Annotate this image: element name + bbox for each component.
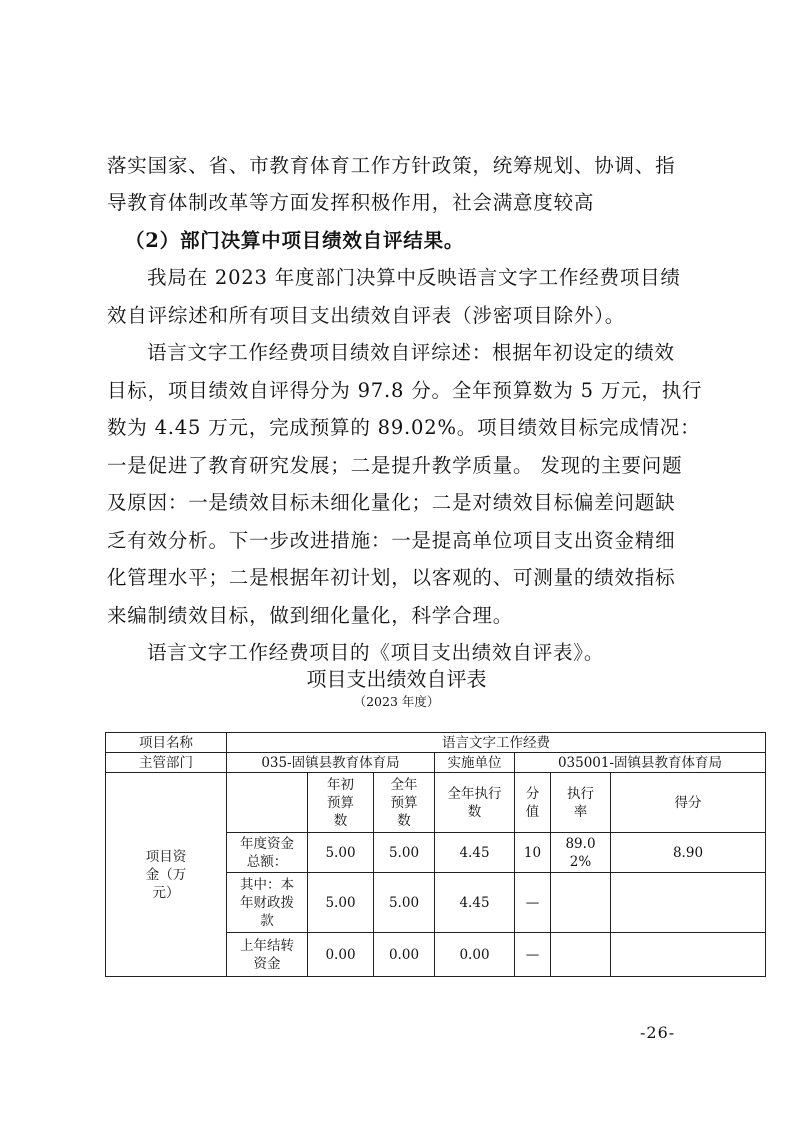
row-label bbox=[227, 873, 308, 933]
header-rate bbox=[551, 773, 611, 833]
cell-executed: 4.45 bbox=[435, 873, 515, 933]
paragraph-line: 化管理水平；二是根据年初计划，以客观的、可测量的绩效指标 bbox=[107, 566, 676, 589]
cell-rate bbox=[551, 833, 611, 873]
dept-value: 035-固镇县教育体育局 bbox=[227, 753, 435, 773]
cell-budget-initial: 5.00 bbox=[308, 873, 374, 933]
table-title: 项目支出绩效自评表 bbox=[306, 667, 487, 691]
cell-rate bbox=[551, 933, 611, 977]
project-name-label: 项目名称 bbox=[106, 733, 227, 753]
row-label-text: 上年结转资金 bbox=[240, 937, 294, 972]
header-budget-initial-text: 年初预算数 bbox=[326, 776, 354, 829]
cell-executed: 0.00 bbox=[435, 933, 515, 977]
table-subtitle: （2023 年度） bbox=[353, 694, 440, 709]
paragraph-line: 目标，项目绩效自评得分为 97.8 分。全年预算数为 5 万元，执行 bbox=[107, 379, 703, 402]
header-executed-text: 全年执行数 bbox=[447, 785, 502, 820]
paragraph-line: 来编制绩效目标，做到细化量化，科学合理。 bbox=[107, 604, 514, 627]
header-budget-initial bbox=[308, 773, 374, 833]
paragraph-line: 语言文字工作经费项目的《项目支出绩效自评表》。 bbox=[147, 641, 605, 664]
page-number: -26- bbox=[640, 1023, 676, 1042]
table-row bbox=[106, 733, 766, 753]
row-label bbox=[227, 933, 308, 977]
funds-label-text: 项目资金（万元） bbox=[145, 848, 187, 901]
header-budget-full-text: 全年预算数 bbox=[390, 776, 418, 829]
header-score: 得分 bbox=[611, 773, 766, 833]
section-heading: （2）部门决算中项目绩效自评结果。 bbox=[125, 229, 465, 252]
paragraph-line: 乏有效分析。下一步改进措施：一是提高单位项目支出资金精细 bbox=[107, 529, 676, 552]
cell-score bbox=[611, 873, 766, 933]
cell-executed: 4.45 bbox=[435, 833, 515, 873]
cell-weight: — bbox=[515, 873, 551, 933]
paragraph-line: 数为 4.45 万元，完成预算的 89.02%。项目绩效目标完成情况： bbox=[107, 416, 701, 439]
paragraph-line: 效自评综述和所有项目支出绩效自评表（涉密项目除外）。 bbox=[107, 304, 626, 327]
cell-rate bbox=[551, 873, 611, 933]
header-executed bbox=[435, 773, 515, 833]
paragraph-line: 及原因：一是绩效目标未细化量化；二是对绩效目标偏差问题缺 bbox=[107, 491, 676, 514]
cell-budget-initial: 5.00 bbox=[308, 833, 374, 873]
paragraph-line: 导教育体制改革等方面发挥积极作用，社会满意度较高 bbox=[107, 191, 595, 214]
evaluation-table bbox=[105, 732, 766, 977]
header-weight bbox=[515, 773, 551, 833]
cell-score bbox=[611, 933, 766, 977]
table-header-row bbox=[106, 773, 766, 833]
header-weight-text: 分值 bbox=[525, 785, 540, 820]
row-label-text: 年度资金总额： bbox=[240, 835, 294, 870]
cell-rate-text: 89.02% bbox=[565, 835, 596, 870]
table-row bbox=[106, 753, 766, 773]
paragraph-line: 落实国家、省、市教育体育工作方针政策，统筹规划、协调、指 bbox=[107, 154, 676, 177]
unit-value: 035001-固镇县教育体育局 bbox=[515, 753, 766, 773]
cell-score: 8.90 bbox=[611, 833, 766, 873]
cell-weight: — bbox=[515, 933, 551, 977]
cell-budget-initial: 0.00 bbox=[308, 933, 374, 977]
project-name-value: 语言文字工作经费 bbox=[227, 733, 766, 753]
paragraph-line: 语言文字工作经费项目绩效自评综述：根据年初设定的绩效 bbox=[147, 341, 675, 364]
cell-budget-full: 0.00 bbox=[374, 933, 435, 977]
dept-label: 主管部门 bbox=[106, 753, 227, 773]
cell-weight: 10 bbox=[515, 833, 551, 873]
header-rate-text: 执行率 bbox=[567, 785, 594, 820]
cell-budget-full: 5.00 bbox=[374, 873, 435, 933]
row-label-text: 其中：本年财政拨款 bbox=[240, 876, 294, 929]
header-budget-full bbox=[374, 773, 435, 833]
unit-label: 实施单位 bbox=[435, 753, 515, 773]
funds-label bbox=[106, 773, 227, 977]
paragraph-line: 一是促进了教育研究发展；二是提升教学质量。 发现的主要问题 bbox=[107, 454, 683, 477]
paragraph-line: 我局在 2023 年度部门决算中反映语言文字工作经费项目绩 bbox=[147, 266, 681, 289]
cell-budget-full: 5.00 bbox=[374, 833, 435, 873]
empty-header-cell bbox=[227, 773, 308, 833]
row-label bbox=[227, 833, 308, 873]
